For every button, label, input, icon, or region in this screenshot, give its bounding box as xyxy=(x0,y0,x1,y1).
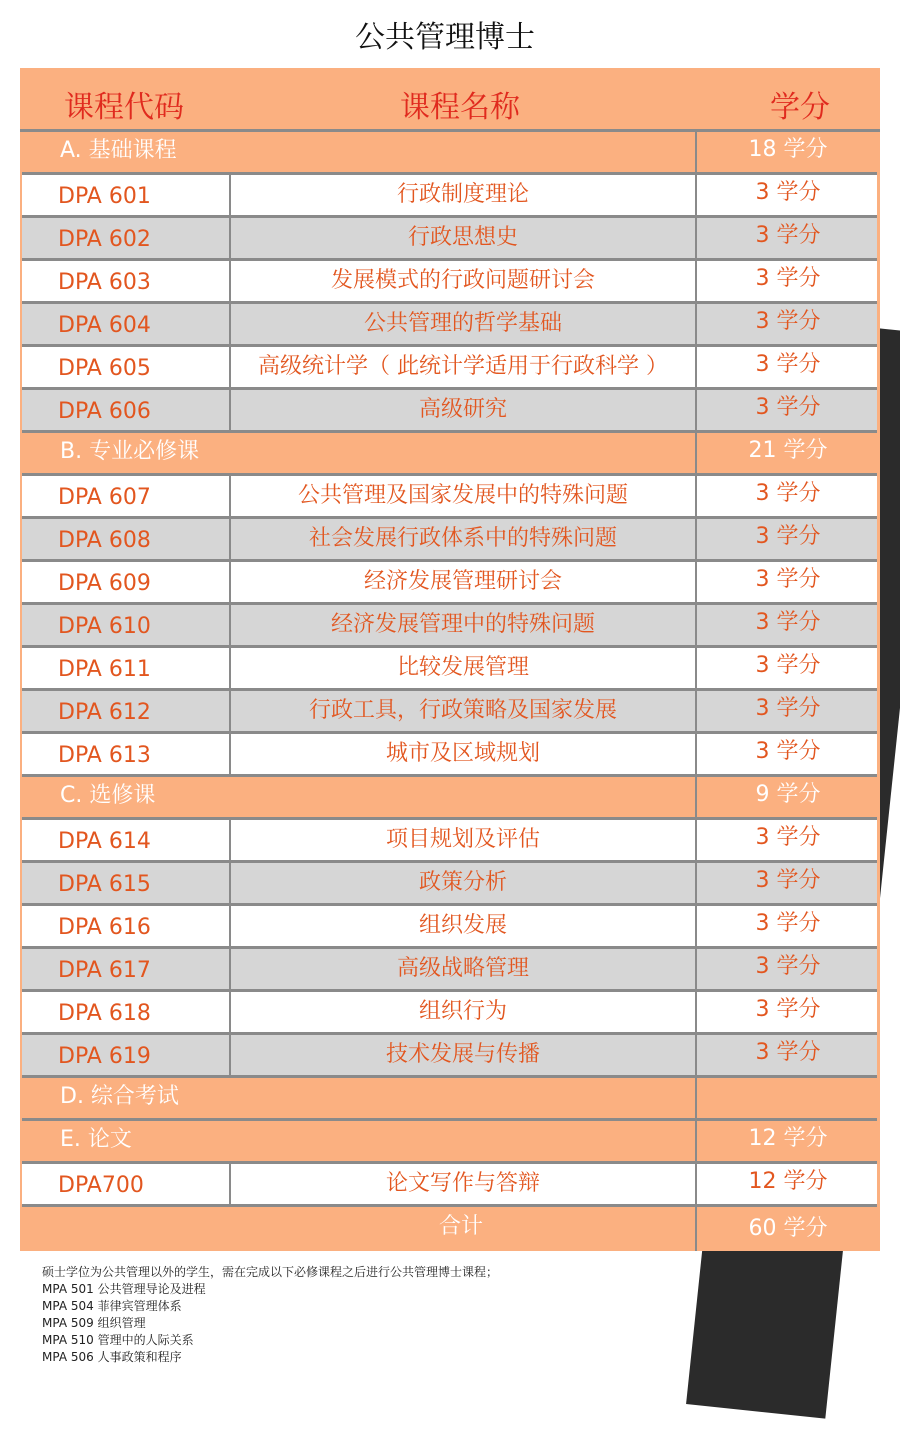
section-label: D. 综合考试 xyxy=(60,1084,179,1109)
course-code: DPA 609 xyxy=(58,571,151,596)
section-label: B. 专业必修课 xyxy=(60,439,200,464)
course-row xyxy=(22,519,877,562)
course-code: DPA 618 xyxy=(58,1001,151,1026)
course-name: 城市及区域规划 xyxy=(229,734,695,774)
course-row xyxy=(22,347,877,390)
course-credit: 3 学分 xyxy=(695,304,879,344)
course-row xyxy=(22,605,877,648)
course-row xyxy=(22,648,877,691)
course-name: 经济发展管理研讨会 xyxy=(229,562,695,602)
course-code: DPA 613 xyxy=(58,743,151,768)
course-row xyxy=(22,562,877,605)
course-credit: 3 学分 xyxy=(695,820,879,860)
course-credit: 3 学分 xyxy=(695,906,879,946)
course-code: DPA 611 xyxy=(58,657,151,682)
header-code: 课程代码 xyxy=(64,90,184,125)
table-header xyxy=(20,68,880,132)
course-credit: 3 学分 xyxy=(695,519,879,559)
course-credit: 3 学分 xyxy=(695,1035,879,1075)
course-credit: 3 学分 xyxy=(695,992,879,1032)
course-name: 政策分析 xyxy=(229,863,695,903)
course-name: 高级战略管理 xyxy=(229,949,695,989)
course-name: 论文写作与答辩 xyxy=(229,1164,695,1204)
section-credit xyxy=(695,1078,879,1118)
course-code: DPA 602 xyxy=(58,227,151,252)
footnotes xyxy=(42,1264,498,1366)
page-title: 公共管理博士 xyxy=(355,20,535,55)
course-name: 行政思想史 xyxy=(229,218,695,258)
course-credit: 3 学分 xyxy=(695,949,879,989)
section-row xyxy=(22,433,877,476)
course-row xyxy=(22,261,877,304)
course-row xyxy=(22,820,877,863)
course-credit: 3 学分 xyxy=(695,734,879,774)
course-name: 公共管理及国家发展中的特殊问题 xyxy=(229,476,695,516)
course-credit: 3 学分 xyxy=(695,648,879,688)
section-label: E. 论文 xyxy=(60,1127,132,1152)
section-row xyxy=(22,132,877,175)
section-credit: 9 学分 xyxy=(695,777,879,817)
course-credit: 3 学分 xyxy=(695,218,879,258)
course-name: 行政工具，行政策略及国家发展 xyxy=(229,691,695,731)
table-body xyxy=(20,132,880,1207)
course-name: 社会发展行政体系中的特殊问题 xyxy=(229,519,695,559)
section-label: C. 选修课 xyxy=(60,783,156,808)
course-name: 项目规划及评估 xyxy=(229,820,695,860)
course-row xyxy=(22,691,877,734)
course-code: DPA 603 xyxy=(58,270,151,295)
course-name: 组织发展 xyxy=(229,906,695,946)
header-credit: 学分 xyxy=(770,90,830,125)
course-code: DPA 601 xyxy=(58,184,151,209)
course-row xyxy=(22,218,877,261)
course-code: DPA 614 xyxy=(58,829,151,854)
section-label: A. 基础课程 xyxy=(60,138,177,163)
course-code: DPA700 xyxy=(58,1173,144,1198)
course-row xyxy=(22,863,877,906)
footnote-line: MPA 509 组织管理 xyxy=(42,1316,146,1330)
course-row xyxy=(22,1164,877,1207)
course-code: DPA 612 xyxy=(58,700,151,725)
course-credit: 12 学分 xyxy=(695,1164,879,1204)
course-code: DPA 608 xyxy=(58,528,151,553)
course-row xyxy=(22,906,877,949)
total-label: 合计 xyxy=(438,1214,483,1239)
section-credit: 18 学分 xyxy=(695,132,879,172)
footnote-line: MPA 501 公共管理导论及进程 xyxy=(42,1282,206,1296)
course-credit: 3 学分 xyxy=(695,175,879,215)
course-credit: 3 学分 xyxy=(695,261,879,301)
course-row xyxy=(22,1035,877,1078)
footnote-line: 硕士学位为公共管理以外的学生，需在完成以下必修课程之后进行公共管理博士课程； xyxy=(42,1265,499,1279)
course-row xyxy=(22,175,877,218)
course-credit: 3 学分 xyxy=(695,347,879,387)
course-row xyxy=(22,476,877,519)
course-credit: 3 学分 xyxy=(695,605,879,645)
section-credit: 12 学分 xyxy=(695,1121,879,1161)
course-code: DPA 604 xyxy=(58,313,151,338)
course-row xyxy=(22,304,877,347)
footnote-line: MPA 504 菲律宾管理体系 xyxy=(42,1299,182,1313)
footnote-line: MPA 510 管理中的人际关系 xyxy=(42,1333,194,1347)
course-row xyxy=(22,992,877,1035)
section-row xyxy=(22,1121,877,1164)
course-name: 经济发展管理中的特殊问题 xyxy=(229,605,695,645)
course-code: DPA 606 xyxy=(58,399,151,424)
section-row xyxy=(22,777,877,820)
course-name: 公共管理的哲学基础 xyxy=(229,304,695,344)
course-credit: 3 学分 xyxy=(695,863,879,903)
total-credit: 60 学分 xyxy=(695,1207,879,1251)
total-row xyxy=(22,1207,877,1251)
course-code: DPA 619 xyxy=(58,1044,151,1069)
course-credit: 3 学分 xyxy=(695,691,879,731)
course-credit: 3 学分 xyxy=(695,476,879,516)
curriculum-table xyxy=(20,68,880,1251)
course-code: DPA 616 xyxy=(58,915,151,940)
course-credit: 3 学分 xyxy=(695,390,879,430)
course-name: 行政制度理论 xyxy=(229,175,695,215)
section-row xyxy=(22,1078,877,1121)
course-row xyxy=(22,949,877,992)
course-code: DPA 610 xyxy=(58,614,151,639)
course-name: 发展模式的行政问题研讨会 xyxy=(229,261,695,301)
course-row xyxy=(22,390,877,433)
section-credit: 21 学分 xyxy=(695,433,879,473)
course-credit: 3 学分 xyxy=(695,562,879,602)
course-code: DPA 605 xyxy=(58,356,151,381)
course-name: 比较发展管理 xyxy=(229,648,695,688)
course-code: DPA 615 xyxy=(58,872,151,897)
course-name: 高级统计学（ 此统计学适用于行政科学 ） xyxy=(229,347,695,387)
course-row xyxy=(22,734,877,777)
course-name: 技术发展与传播 xyxy=(229,1035,695,1075)
course-name: 组织行为 xyxy=(229,992,695,1032)
footnote-line: MPA 506 人事政策和程序 xyxy=(42,1350,182,1364)
header-name: 课程名称 xyxy=(400,90,520,125)
course-name: 高级研究 xyxy=(229,390,695,430)
course-code: DPA 617 xyxy=(58,958,151,983)
course-code: DPA 607 xyxy=(58,485,151,510)
